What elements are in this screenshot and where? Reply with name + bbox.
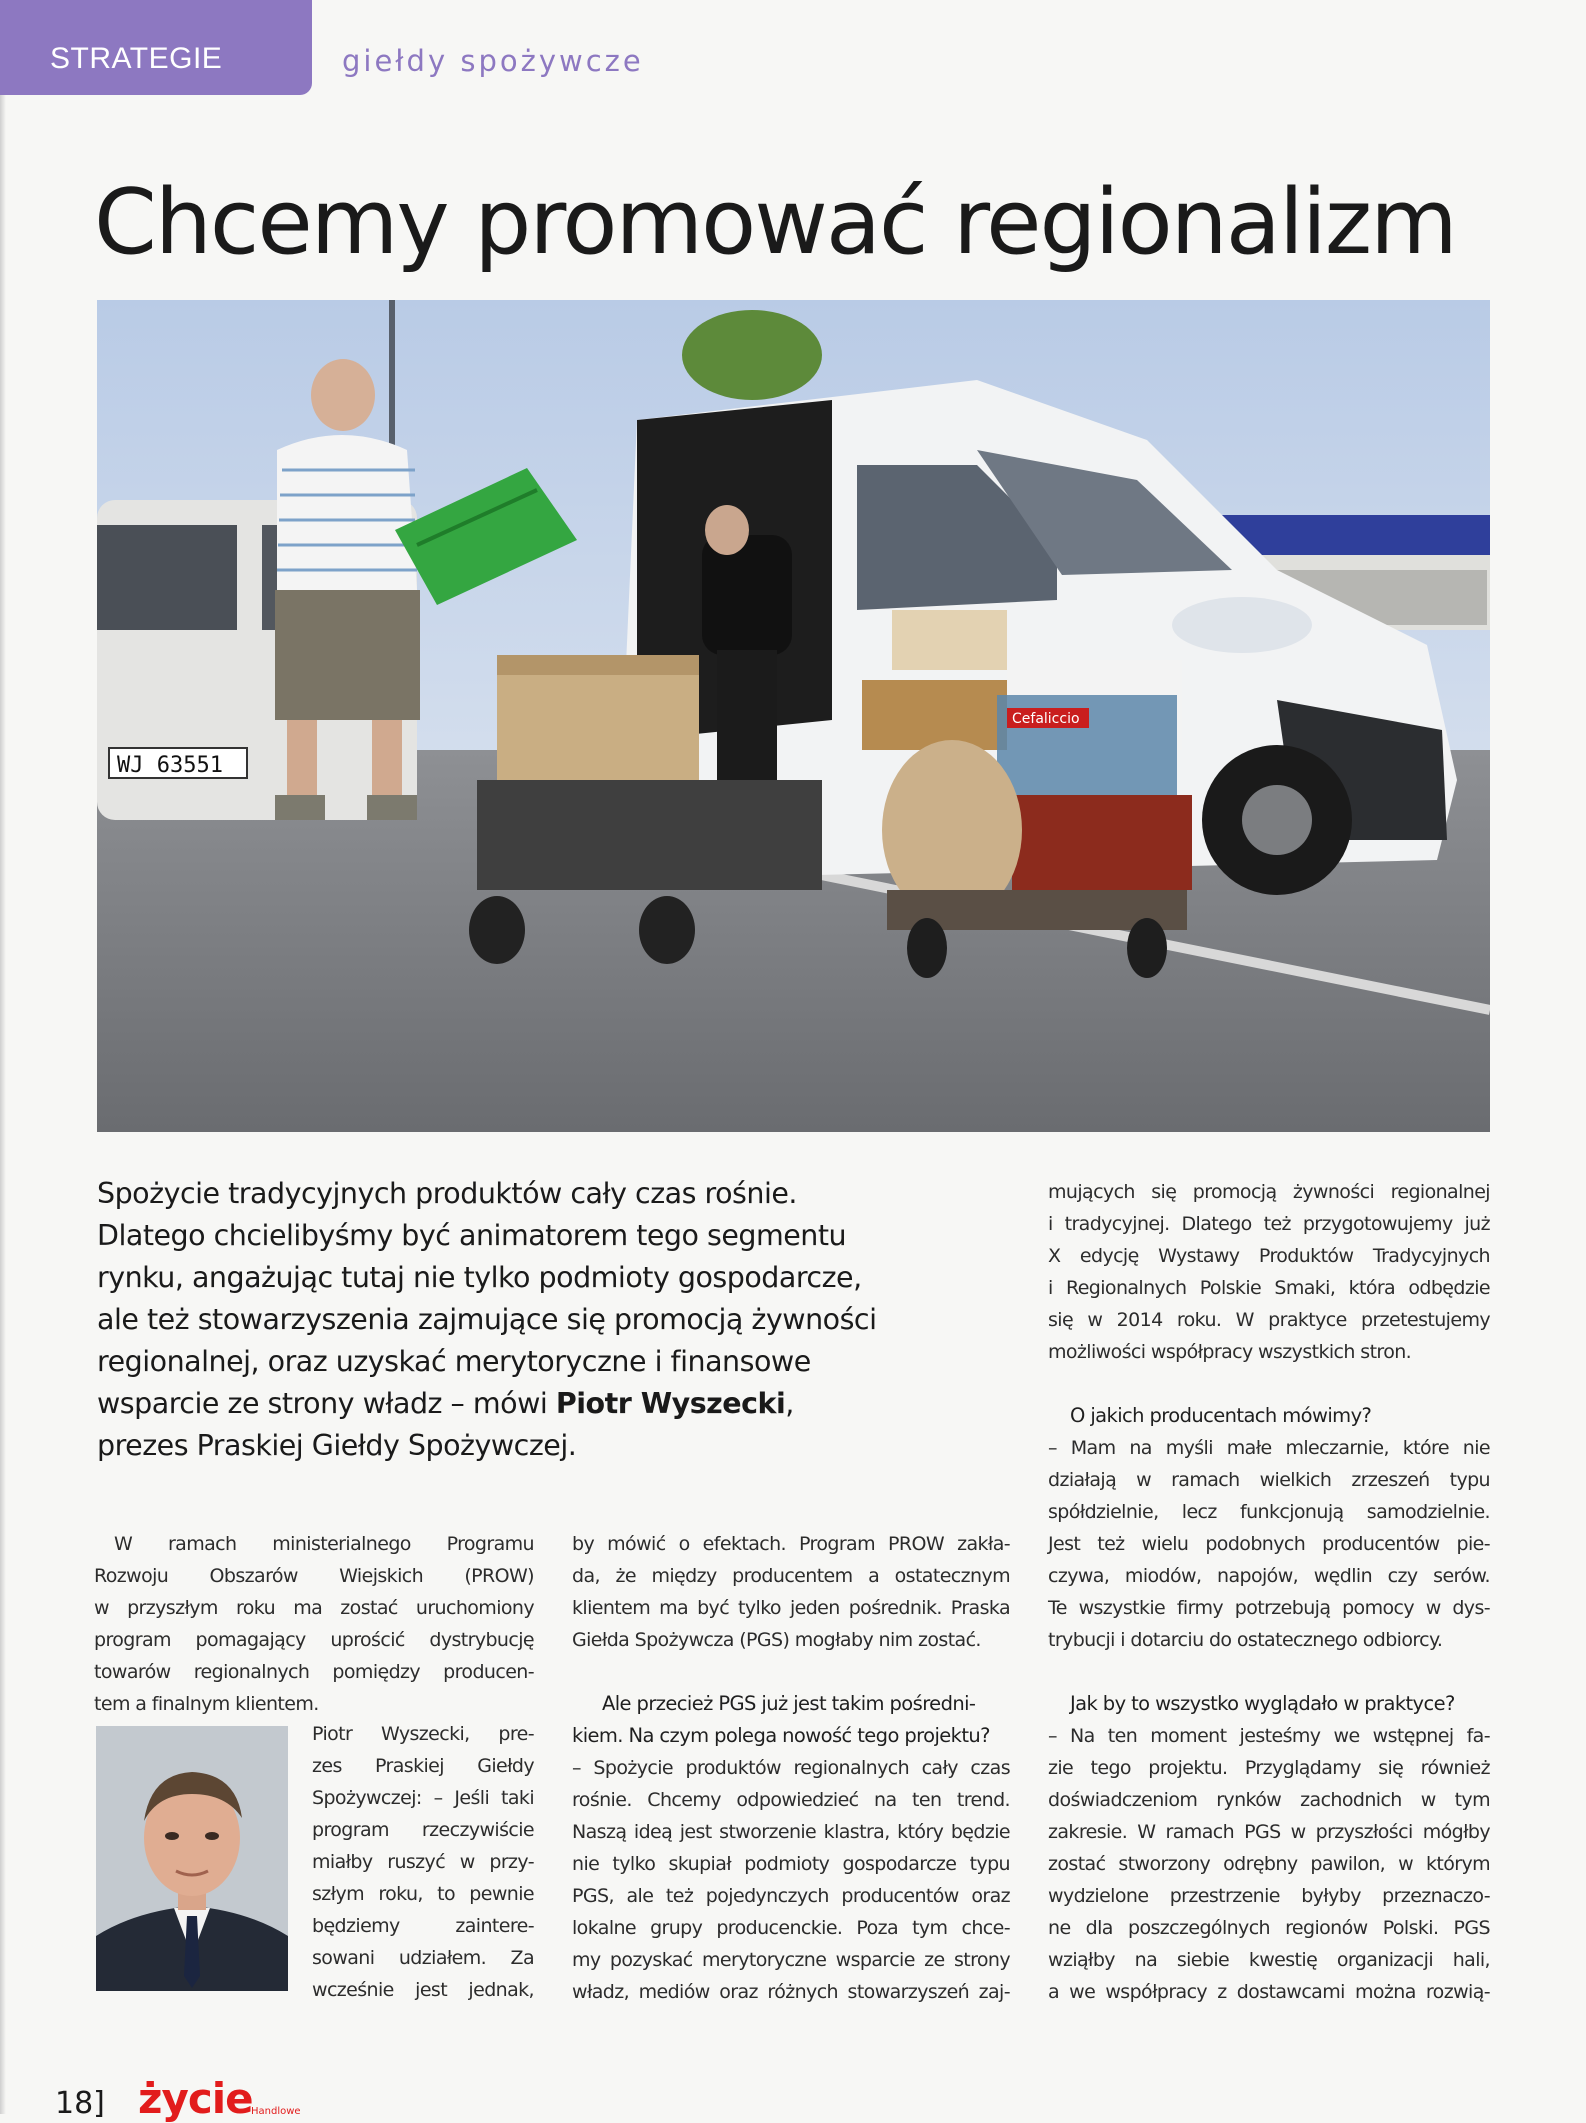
lead-line-speaker: [97, 1383, 997, 1425]
lead-line: rynku, angażując tutaj nie tylko podmioty gospodarcze,: [97, 1261, 862, 1294]
speaker-name: Piotr Wyszecki: [555, 1387, 786, 1420]
lead-line-suffix: ,: [785, 1387, 794, 1420]
column-1-answer: [312, 1718, 534, 2006]
text-line: towarów regionalnych pomiędzy producen-: [94, 1661, 534, 1683]
text-line: – Na ten moment jesteśmy we wstępnej fa-: [1048, 1725, 1490, 1747]
text-line: zes Praskiej Giełdy: [312, 1755, 534, 1777]
paragraph-gap: [1048, 1656, 1490, 1688]
portrait-illustration: [96, 1726, 288, 1991]
question-line: kiem. Na czym polega nowość tego projektu?: [572, 1724, 990, 1747]
lead-line: ale też stowarzyszenia zajmujące się promocją żywności: [97, 1303, 877, 1336]
section-subtitle: giełdy spożywcze: [342, 44, 644, 78]
text-line: trybucji i dotarciu do ostatecznego odbiorcy.: [1048, 1629, 1443, 1651]
text-line: Te wszystkie firmy potrzebują pomocy w dys-: [1048, 1597, 1490, 1619]
text-line: władz, mediów oraz różnych stowarzyszeń zaj-: [572, 1981, 1010, 2003]
portrait-photo: [96, 1726, 288, 1991]
market-van-photo: [97, 300, 1490, 1132]
text-line: Piotr Wyszecki, pre-: [312, 1723, 534, 1745]
magazine-logo-sub: Handlowe: [251, 2106, 301, 2117]
text-line: wcześnie jest jednak,: [312, 1979, 534, 2001]
text-line: spółdzielnie, lecz funkcjonują samodzielnie.: [1048, 1501, 1490, 1523]
text-line: będziemy zaintere-: [312, 1915, 534, 1937]
crate-label: Cefaliccio: [1012, 711, 1080, 727]
text-line: da, że między producentem a ostatecznym: [572, 1565, 1010, 1587]
text-line: program pomagający uprościć dystrybucję: [94, 1629, 534, 1651]
text-line: czywa, miodów, napojów, wędlin czy serów.: [1048, 1565, 1490, 1587]
text-line: nie tylko skupiał podmioty gospodarcze typu: [572, 1853, 1010, 1875]
text-line: rośnie. Chcemy odpowiedzieć na ten trend.: [572, 1789, 1010, 1811]
text-line: zakresie. W ramach PGS w przyszłości mógłby: [1048, 1821, 1490, 1843]
text-line: i tradycyjnej. Dlatego też przygotowujemy już: [1048, 1213, 1490, 1235]
text-line: wziąłby na siebie kwestię organizacji hali,: [1048, 1949, 1490, 1971]
text-line: i Regionalnych Polskie Smaki, która odbędzie: [1048, 1277, 1490, 1299]
text-line: a we współpracy z dostawcami można rozwią-: [1048, 1981, 1490, 2003]
question-line: O jakich producentach mówimy?: [1070, 1404, 1372, 1427]
text-line: – Mam na myśli małe mleczarnie, które nie: [1048, 1437, 1490, 1459]
text-line: miałby ruszyć w przy-: [312, 1851, 534, 1873]
magazine-logo: życie: [138, 2074, 253, 2123]
text-line: Spożywczej: – Jeśli taki: [312, 1787, 534, 1809]
text-line: tem a finalnym klientem.: [94, 1693, 319, 1715]
plate-left: WJ 63551: [117, 753, 223, 778]
text-line: lokalne grupy producenckie. Poza tym chce-: [572, 1917, 1010, 1939]
paragraph-gap: [572, 1656, 1010, 1688]
text-line: wydzielone przestrzenie byłyby przeznaczo-: [1048, 1885, 1490, 1907]
text-line: doświadczeniom rynków zachodnich w tym: [1048, 1789, 1490, 1811]
lead-line: Dlatego chcielibyśmy być animatorem tego segmentu: [97, 1219, 847, 1252]
text-line: szłym roku, to pewnie: [312, 1883, 534, 1905]
lead-line-prefix: wsparcie ze strony władz – mówi: [97, 1387, 556, 1420]
page-number: 18]: [55, 2086, 105, 2121]
text-line: się w 2014 roku. W praktyce przetestujemy: [1048, 1309, 1490, 1331]
text-line: ne dla poszczególnych regionów Polski. PGS: [1048, 1917, 1490, 1939]
text-line: W ramach ministerialnego Programu: [114, 1533, 534, 1555]
text-line: możliwości współpracy wszystkich stron.: [1048, 1341, 1412, 1363]
headline: Chcemy promować regionalizm: [94, 170, 1456, 275]
text-line: by mówić o efektach. Program PROW zakła-: [572, 1533, 1010, 1555]
text-line: mujących się promocją żywności regionalnej: [1048, 1181, 1490, 1203]
lead-line: prezes Praskiej Giełdy Spożywczej.: [97, 1429, 577, 1462]
question-line: Ale przecież PGS już jest takim pośredni-: [602, 1692, 976, 1715]
text-line: Rozwoju Obszarów Wiejskich (PROW): [94, 1565, 534, 1587]
text-line: – Spożycie produktów regionalnych cały czas: [572, 1757, 1010, 1779]
column-2: [572, 1528, 1010, 2008]
question-line: Jak by to wszystko wyglądało w praktyce?: [1070, 1692, 1455, 1715]
lead-line: Spożycie tradycyjnych produktów cały czas rośnie.: [97, 1177, 797, 1210]
column-1-intro: [94, 1528, 534, 1720]
text-line: Jest też wielu podobnych producentów pie-: [1048, 1533, 1490, 1555]
text-line: klientem ma być tylko jeden pośrednik. Praska: [572, 1597, 1010, 1619]
text-line: w przyszłym roku ma zostać uruchomiony: [94, 1597, 534, 1619]
lead-paragraph: [97, 1173, 997, 1467]
text-line: PGS, ale też pojedynczych producentów oraz: [572, 1885, 1010, 1907]
column-3: [1048, 1176, 1490, 2008]
text-line: zie tego projektu. Przyglądamy się również: [1048, 1757, 1490, 1779]
section-tab-label: STRATEGIE: [50, 42, 223, 75]
text-line: działają w ramach wielkich zrzeszeń typu: [1048, 1469, 1490, 1491]
page-edge: [0, 0, 6, 2114]
photo-illustration: [97, 300, 1490, 1132]
text-line: zostać stworzony odrębny pawilon, w którym: [1048, 1853, 1490, 1875]
text-line: sowani udziałem. Za: [312, 1947, 534, 1969]
text-line: my pozyskać merytoryczne wsparcie ze strony: [572, 1949, 1010, 1971]
text-line: Giełda Spożywcza (PGS) mogłaby nim zostać.: [572, 1629, 981, 1651]
text-line: program rzeczywiście: [312, 1819, 534, 1841]
section-tab: [0, 0, 312, 95]
text-line: X edycję Wystawy Produktów Tradycyjnych: [1048, 1245, 1490, 1267]
lead-line: regionalnej, oraz uzyskać merytoryczne i finansowe: [97, 1345, 811, 1378]
text-line: Naszą ideą jest stworzenie klastra, który będzie: [572, 1821, 1010, 1843]
paragraph-gap: [1048, 1368, 1490, 1400]
